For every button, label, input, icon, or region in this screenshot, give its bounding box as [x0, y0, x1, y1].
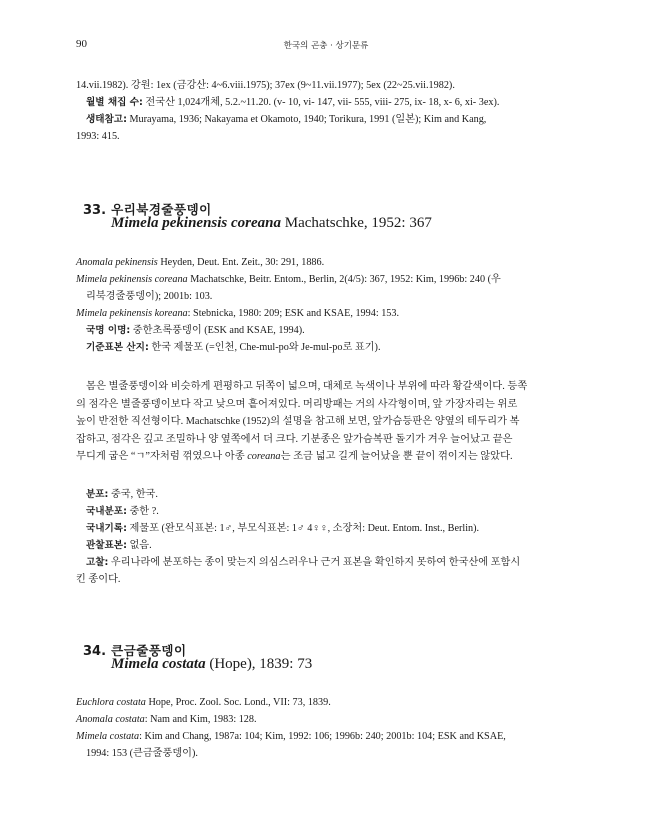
synonym-reference: Hope, Proc. Zool. Soc. Lond., VII: 73, 1839. [145, 697, 331, 708]
description-line: 잡하고, 점각은 깊고 조밀하나 양 옆쪽에서 더 크다. 기분종은 앞가슴복판 돌기가 겨우 늘어났고 끝은 [76, 433, 513, 445]
page-header [76, 38, 576, 54]
synonym-entry [76, 305, 576, 322]
remark-text: 우리나라에 분포하는 종이 맞는지 의심스러우나 근거 표본을 확인하지 못하여 한국산에 포함시 [108, 557, 521, 568]
ecology-text: Murayama, 1936; Nakayama et Okamoto, 1940; Torikura, 1991 (일본); Kim and Kang, [126, 114, 487, 125]
description-text: 는 조금 넓고 길게 늘어났을 뿐 끝이 꺾이지는 않았다. [280, 451, 513, 463]
ecology-line [76, 111, 576, 128]
monthly-count-text: 전국산 1,024개체, 5.2.~11.20. (v- 10, vi- 147, vii- 555, viii- 275, ix- 18, x- 6, xi- 3ex). [142, 97, 500, 108]
korean-alias-line [76, 322, 576, 339]
species-korean-name: 우리북경줄풍뎅이 [111, 202, 212, 217]
synonym-entry [76, 271, 576, 288]
subspecies-name: coreana [247, 451, 281, 463]
synonym-reference: : Kim and Chang, 1987a: 104; Kim, 1992: 106; 1996b: 240; 2001b: 104; ESK and KSAE, [139, 731, 506, 742]
description-line [76, 448, 576, 466]
species-34-synonymy [76, 694, 576, 762]
distribution-label: 분포: [86, 489, 109, 500]
ecology-label: 생태참고: [86, 114, 127, 125]
synonym-name: Mimela costata [76, 731, 140, 742]
record-continuation [76, 77, 576, 145]
running-title: 한국의 곤충 · 상기문류 [283, 41, 369, 51]
species-33-synonymy [76, 254, 576, 356]
synonym-reference: : Nam and Kim, 1983: 128. [144, 714, 257, 725]
monthly-count-label: 월별 채집 수: [86, 97, 143, 108]
species-author: Machatschke, 1952: 367 [281, 215, 432, 231]
synonym-entry [76, 694, 576, 711]
korean-record-text: 제물포 (완모식표본: 1♂, 부모식표본: 1♂ 4♀♀, 소장처: Deut. Entom. Inst., Berlin). [126, 523, 480, 534]
page-number: 90 [76, 38, 87, 50]
distribution-text: 중국, 한국. [108, 489, 158, 500]
synonym-entry [76, 711, 576, 728]
species-number: 33. [83, 203, 107, 218]
species-number: 34. [83, 644, 107, 659]
distribution-line [76, 486, 576, 503]
synonym-reference: Heyden, Deut. Ent. Zeit., 30: 291, 1886. [157, 257, 325, 268]
korean-alias-label: 국명 이명: [86, 325, 131, 336]
remark-line [76, 554, 576, 571]
synonym-name: Anomala costata [76, 714, 145, 725]
synonym-reference: : Stebnicka, 1980: 209; ESK and KSAE, 1994: 153. [187, 308, 400, 319]
species-33-description [76, 378, 576, 466]
remark-label: 고찰: [86, 557, 109, 568]
synonym-reference-cont: 1994: 153 (큰금줄풍뎅이). [86, 748, 198, 759]
species-korean-name: 큰금줄풍뎅이 [111, 643, 187, 658]
description-line: 높이 반전한 직선형이다. Machatschke (1952)의 설명을 참고해 보면, 앞가슴등판은 양옆의 테두리가 복 [76, 416, 520, 428]
synonym-entry [76, 254, 576, 271]
korean-record-line [76, 520, 576, 537]
description-line: 의 점각은 별줄풍뎅이보다 작고 낮으며 흩어져있다. 머리방패는 거의 사각형이며, 앞 가장자리는 위로 [76, 398, 518, 410]
record-line: 14.vii.1982). 강원: 1ex (금강산: 4~6.viii.1975); 37ex (9~11.vii.1977); 5ex (22~25.vii.1982). [76, 80, 455, 91]
species-33-scientific-name [111, 215, 571, 232]
korean-distribution-label: 국내분포: [86, 506, 127, 517]
species-binomial: Mimela pekinensis coreana [111, 215, 282, 231]
synonym-reference: Machatschke, Beitr. Entom., Berlin, 2(4/5): 367, 1952: Kim, 1996b: 240 (우 [187, 274, 501, 285]
observed-specimens-label: 관찰표본: [86, 540, 127, 551]
ecology-line-2: 1993: 415. [76, 131, 120, 142]
species-binomial: Mimela costata [111, 656, 206, 672]
species-33-records [76, 486, 576, 588]
type-locality-label: 기준표본 산지: [86, 342, 149, 353]
remark-line-2: 킨 종이다. [76, 574, 121, 585]
korean-alias-text: 중한초록풍뎅이 (ESK and KSAE, 1994). [130, 325, 305, 336]
species-author: (Hope), 1839: 73 [205, 656, 313, 672]
monthly-count-line [76, 94, 576, 111]
korean-distribution-text: 중한 ?. [126, 506, 159, 517]
synonym-entry [76, 728, 576, 745]
synonym-name: Mimela pekinensis koreana [76, 308, 188, 319]
type-locality-text: 한국 제물포 (=인천, Che-mul-po와 Je-mul-po로 표기). [148, 342, 381, 353]
type-locality-line [76, 339, 576, 356]
synonym-name: Anomala pekinensis [76, 257, 158, 268]
synonym-reference-cont: 리북경줄풍뎅이); 2001b: 103. [86, 291, 213, 302]
observed-specimens-text: 없음. [126, 540, 152, 551]
description-line: 몸은 별줄풍뎅이와 비슷하게 편평하고 뒤쪽이 넓으며, 대체로 녹색이나 부위에 따라 황갈색이다. 등쪽 [86, 381, 528, 392]
observed-specimens-line [76, 537, 576, 554]
korean-record-label: 국내기록: [86, 523, 127, 534]
species-34-scientific-name [111, 656, 571, 673]
synonym-name: Euchlora costata [76, 697, 146, 708]
synonym-name: Mimela pekinensis coreana [76, 274, 188, 285]
korean-distribution-line [76, 503, 576, 520]
description-text: 무디게 굽은 “ㄱ”자처럼 꺾였으나 아종 [76, 451, 248, 463]
